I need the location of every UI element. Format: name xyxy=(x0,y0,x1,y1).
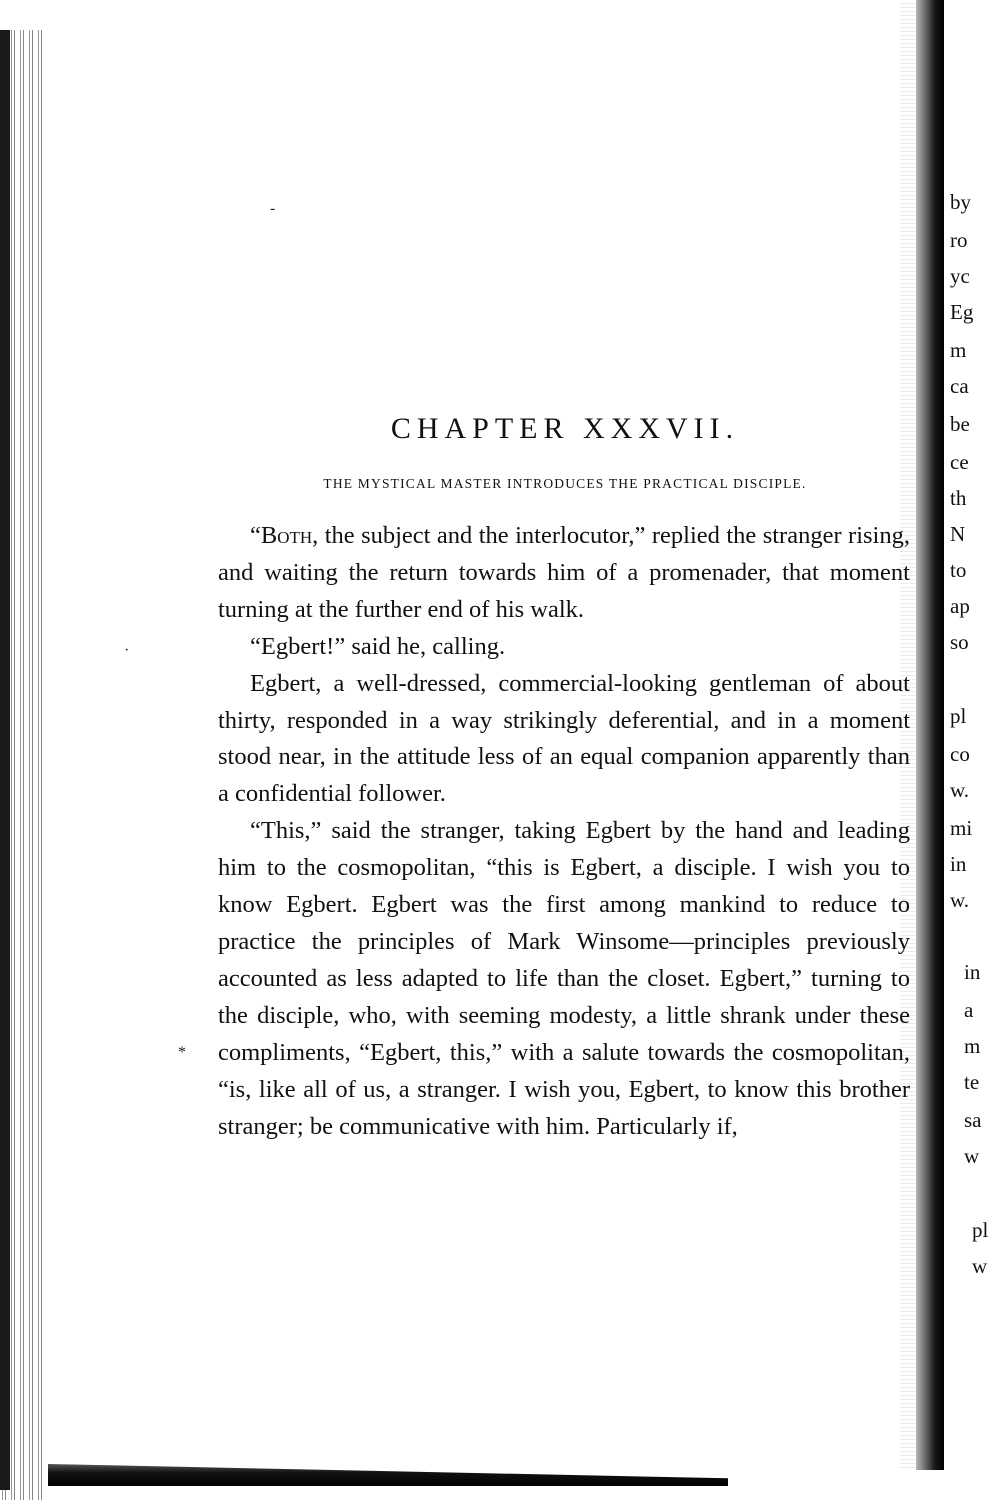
fragment-word: w. xyxy=(950,888,970,912)
fragment-word: th xyxy=(950,486,967,510)
fragment-word: N xyxy=(950,522,966,546)
chapter-title: CHAPTER XXXVII. xyxy=(390,412,740,445)
fragment-word: pl xyxy=(950,704,967,728)
paragraph-text: Egbert, a well-dressed, commercial-looking gentleman of about thirty, responded in a way strikingly deferential, and in a moment stood near, in the attitude less of an equal companion apparently than a confidential follower. xyxy=(218,669,910,808)
fragment-word: mi xyxy=(950,816,973,840)
ink-mark: · xyxy=(124,642,130,659)
fragment-word: ca xyxy=(950,374,969,398)
paragraph xyxy=(218,518,910,629)
bottom-shadow xyxy=(48,1464,728,1486)
binding-edge xyxy=(0,30,10,1490)
fragment-word: by xyxy=(950,190,971,214)
paragraph-text: the subject and the interlocutor,” replied the stranger rising, and waiting the return towards him of a promenader, that moment turning at the further end of his walk. xyxy=(218,522,910,623)
chapter-body xyxy=(218,518,910,1145)
fragment-word: ap xyxy=(950,594,970,618)
fragment-word: m xyxy=(964,1034,981,1058)
paragraph-text: “This,” said the stranger, taking Egbert by the hand and leading him to the cosmopolitan, “this is Egbert, a disciple. I wish you to know Egbert. Egbert was the first among mankind to reduce to practice the principles of Mark Winsome—principles previously accounted as less adapted to life than the closet. Egbert,” turning to the disciple, who, with seeming modesty, a little shrank under these compliments, “Egbert, this,” with a salute towards the cosmopolitan, “is, like all of us, a stranger. I wish you, Egbert, to know this brother stranger; be communicative with him. Particularly if, xyxy=(218,817,910,1140)
book-spine-shadow xyxy=(916,0,944,1470)
fragment-word: so xyxy=(950,630,969,654)
fragment-word: yc xyxy=(950,264,970,288)
fragment-word: w. xyxy=(950,778,970,802)
paragraph-text: “Egbert!” said he, calling. xyxy=(250,632,506,660)
paragraph xyxy=(218,629,910,666)
paragraph xyxy=(218,666,910,814)
fragment-word: Eg xyxy=(950,300,974,324)
fragment-word: m xyxy=(950,338,967,362)
fragment-word: w xyxy=(972,1254,988,1278)
fragment-word: co xyxy=(950,742,970,766)
fragment-word: sa xyxy=(964,1108,982,1132)
fragment-word: ro xyxy=(950,228,968,252)
ink-mark: * xyxy=(178,1044,186,1061)
paragraph-lead: “Both, xyxy=(250,522,319,549)
facing-page-fragment xyxy=(950,0,1000,1498)
fragment-word: w xyxy=(964,1144,980,1168)
fragment-word: be xyxy=(950,412,970,436)
fragment-word: in xyxy=(964,960,981,984)
fragment-word: to xyxy=(950,558,967,582)
paragraph xyxy=(218,813,910,1145)
fragment-word: a xyxy=(964,998,974,1022)
fragment-word: ce xyxy=(950,450,969,474)
fragment-word: pl xyxy=(972,1218,989,1242)
ink-mark: ‐ xyxy=(270,200,276,217)
fragment-word: te xyxy=(964,1070,980,1094)
fragment-word: in xyxy=(950,852,967,876)
chapter-subtitle: THE MYSTICAL MASTER INTRODUCES THE PRACTICAL DISCIPLE. xyxy=(323,476,807,491)
